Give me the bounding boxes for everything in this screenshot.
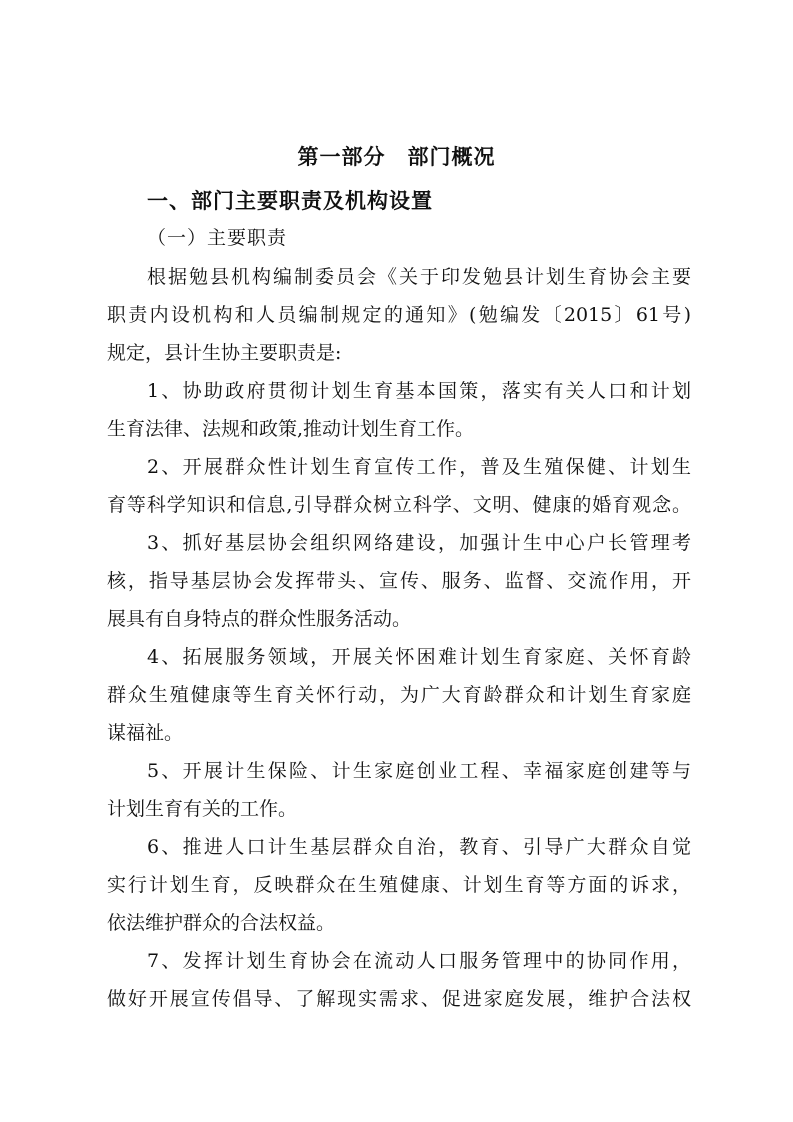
body-line: 根据勉县机构编制委员会《关于印发勉县计划生育协会主要 [147,266,691,288]
body-line: 4、拓展服务领域，开展关怀困难计划生育家庭、关怀育龄 [147,646,691,668]
title-part: 第一部分 [297,144,386,169]
body-line: 职责内设机构和人员编制规定的通知》(勉编发〔2015〕61号) [107,304,691,326]
body-line: 1、协助政府贯彻计划生育基本国策，落实有关人口和计划 [147,380,691,402]
page-title [0,141,793,171]
body-line: 计划生育有关的工作。 [107,798,298,820]
body-line: 2、开展群众性计划生育宣传工作，普及生殖保健、计划生 [147,456,691,478]
body-line: 依法维护群众的合法权益。 [107,912,336,934]
title-name: 部门概况 [407,144,496,169]
body-line: 3、抓好基层协会组织网络建设，加强计生中心户长管理考 [147,532,691,554]
section-heading: 一、部门主要职责及机构设置 [147,189,433,213]
body-line: 群众生殖健康等生育关怀行动，为广大育龄群众和计划生育家庭 [107,684,691,706]
subsection-heading: （一）主要职责 [147,227,288,249]
body-line: 规定，县计生协主要职责是: [107,342,342,364]
body-line: 展具有自身特点的群众性服务活动。 [107,608,412,630]
body-line: 谋福祉。 [107,722,184,744]
body-line: 育等科学知识和信息,引导群众树立科学、文明、健康的婚育观念。 [107,494,691,516]
body-line: 做好开展宣传倡导、了解现实需求、促进家庭发展，维护合法权 [107,988,691,1010]
body-line: 生育法律、法规和政策,推动计划生育工作。 [107,418,475,440]
body-line: 核，指导基层协会发挥带头、宣传、服务、监督、交流作用，开 [107,570,691,592]
body-line: 6、推进人口计生基层群众自治，教育、引导广大群众自觉 [147,836,691,858]
body-line: 7、发挥计划生育协会在流动人口服务管理中的协同作用， [147,950,691,972]
body-line: 5、开展计生保险、计生家庭创业工程、幸福家庭创建等与 [147,760,691,782]
body-line: 实行计划生育，反映群众在生殖健康、计划生育等方面的诉求， [107,874,691,896]
